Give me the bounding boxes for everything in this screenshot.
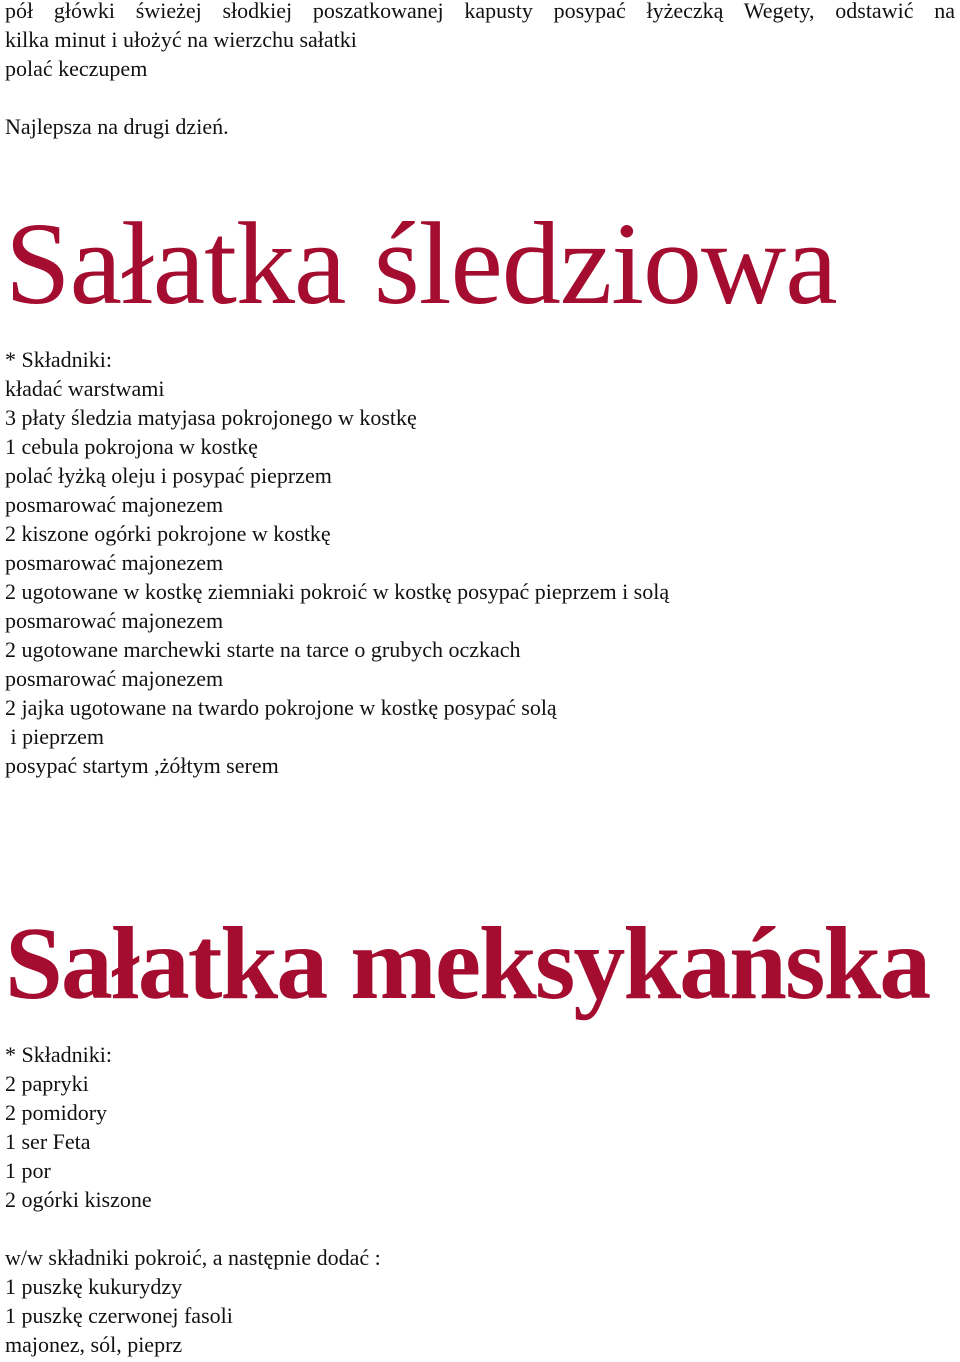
recipe-line: kładać warstwami	[5, 376, 165, 401]
recipe-line: * Składniki:	[5, 347, 112, 372]
document-page	[5, 0, 955, 1359]
recipe-mexican-salad-body	[5, 1040, 955, 1359]
recipe-title-herring-salad: Sałatka śledziowa	[5, 198, 837, 329]
ingredient-line: * Składniki:	[5, 1042, 112, 1067]
step-line: w/w składniki pokroić, a następnie dodać :	[5, 1245, 381, 1270]
spacer	[5, 83, 955, 112]
intro-line: polać keczupem	[5, 56, 148, 81]
ingredient-line: 1 por	[5, 1158, 51, 1183]
recipe-line: polać łyżką oleju i posypać pieprzem	[5, 463, 332, 488]
recipe-line: 1 cebula pokrojona w kostkę	[5, 434, 258, 459]
intro-line: kilka minut i ułożyć na wierzchu sałatki	[5, 27, 357, 52]
recipe-line: posypać startym ,żółtym serem	[5, 753, 279, 778]
ingredient-line: 1 ser Feta	[5, 1129, 91, 1154]
recipe-line: posmarować majonezem	[5, 608, 224, 633]
intro-section	[5, 0, 955, 141]
recipe-herring-salad-body	[5, 345, 955, 780]
intro-note: Najlepsza na drugi dzień.	[5, 114, 229, 139]
recipe-title-mexican-salad: Sałatka meksykańska	[5, 906, 930, 1021]
recipe-line: 2 jajka ugotowane na twardo pokrojone w kostkę posypać solą	[5, 695, 557, 720]
spacer	[5, 1214, 955, 1243]
recipe-line: posmarować majonezem	[5, 492, 224, 517]
recipe-line: i pieprzem	[5, 724, 104, 749]
recipe-line: posmarować majonezem	[5, 666, 224, 691]
recipe-line: 2 kiszone ogórki pokrojone w kostkę	[5, 521, 331, 546]
ingredient-line: 2 ogórki kiszone	[5, 1187, 152, 1212]
recipe-line: 2 ugotowane w kostkę ziemniaki pokroić w kostkę posypać pieprzem i solą	[5, 579, 670, 604]
step-line: 1 puszkę kukurydzy	[5, 1274, 183, 1299]
step-line: 1 puszkę czerwonej fasoli	[5, 1303, 233, 1328]
recipe-line: 2 ugotowane marchewki starte na tarce o grubych oczkach	[5, 637, 521, 662]
recipe-line: posmarować majonezem	[5, 550, 224, 575]
intro-line: pół główki świeżej słodkiej poszatkowanej kapusty posypać łyżeczką Wegety, odstawić na	[5, 0, 955, 23]
recipe-line: 3 płaty śledzia matyjasa pokrojonego w kostkę	[5, 405, 417, 430]
ingredient-line: 2 pomidory	[5, 1100, 108, 1125]
step-line: majonez, sól, pieprz	[5, 1332, 183, 1357]
ingredient-line: 2 papryki	[5, 1071, 89, 1096]
